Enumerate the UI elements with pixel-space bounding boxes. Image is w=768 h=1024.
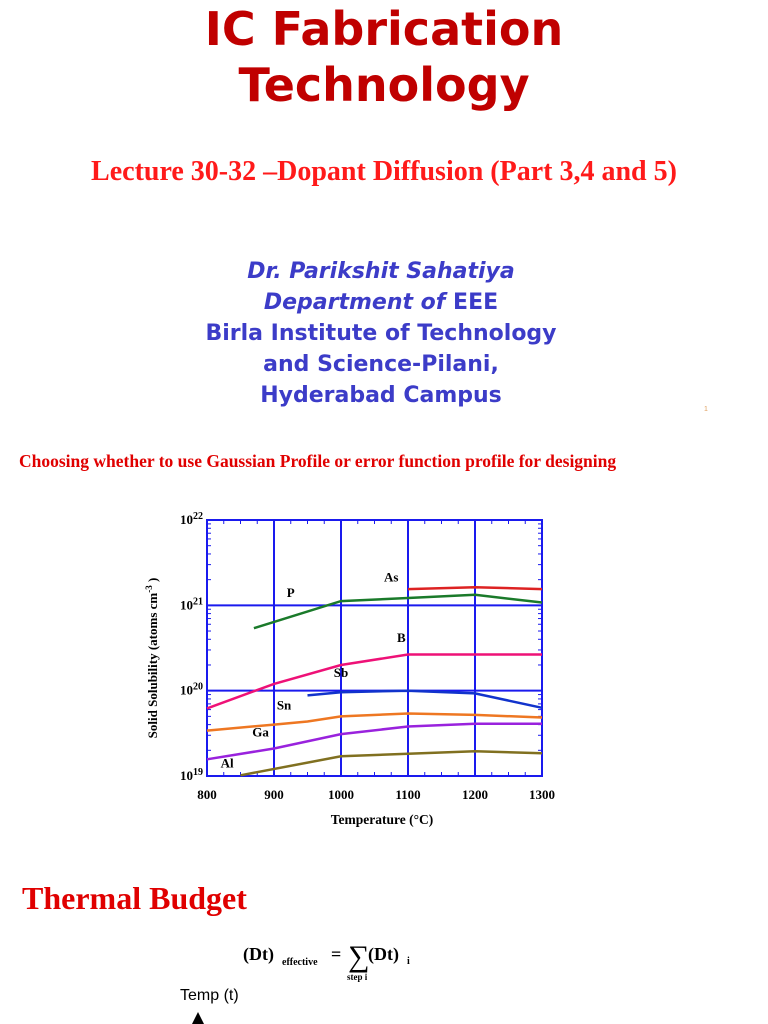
series-label-al: Al bbox=[220, 755, 234, 771]
series-label-ga: Ga bbox=[252, 724, 269, 740]
institute-line-2: and Science-Pilani, bbox=[263, 352, 499, 377]
x-axis-label: Temperature (°C) bbox=[330, 812, 434, 827]
solubility-chart bbox=[130, 508, 560, 843]
series-line-b bbox=[207, 655, 542, 709]
formula-equals: = bbox=[331, 944, 342, 964]
chart-series bbox=[207, 587, 542, 775]
series-label-sn: Sn bbox=[276, 697, 292, 713]
formula-lhs: (Dt) bbox=[243, 944, 274, 964]
institute-line-1: Birla Institute of Technology bbox=[205, 321, 557, 346]
section-subtitle: Choosing whether to use Gaussian Profile or error function profile for designing bbox=[19, 451, 617, 471]
formula-rhs: (Dt) bbox=[368, 944, 399, 964]
y-tick-label: $10^{20}$ bbox=[180, 681, 203, 698]
series-line-al bbox=[241, 751, 543, 775]
thermal-budget-heading: Thermal Budget bbox=[22, 880, 247, 916]
x-tick-label: 1000 bbox=[328, 787, 354, 802]
title-line-1: IC Fabrication bbox=[204, 2, 564, 56]
formula-lhs-sub: effective bbox=[282, 957, 318, 968]
formula-rhs-sub: i bbox=[407, 956, 410, 967]
series-label-as: As bbox=[384, 569, 399, 585]
x-tick-label: 800 bbox=[197, 787, 217, 802]
summation-index: step i bbox=[347, 972, 368, 982]
series-line-sb bbox=[308, 691, 543, 708]
summation-symbol: ∑ bbox=[348, 940, 370, 973]
title-line-2: Technology bbox=[238, 58, 530, 112]
x-tick-label: 1200 bbox=[462, 787, 488, 802]
slide-number: 1 bbox=[704, 406, 708, 413]
series-label-b: B bbox=[396, 630, 406, 646]
x-tick-label: 900 bbox=[264, 787, 284, 802]
x-tick-label: 1100 bbox=[395, 787, 421, 802]
y-tick-label: $10^{22}$ bbox=[180, 510, 203, 527]
lecture-subtitle: Lecture 30-32 –Dopant Diffusion (Part 3,4 and 5) bbox=[91, 156, 677, 187]
x-tick-label: 1300 bbox=[529, 787, 555, 802]
series-label-sb: Sb bbox=[333, 664, 349, 680]
chart-ticks bbox=[180, 511, 555, 803]
temp-axis-label: Temp (t) bbox=[180, 987, 239, 1004]
y-axis-label: Solid Solubility (atoms $cm^{-3}$ ) bbox=[144, 577, 160, 739]
series-line-p bbox=[254, 595, 542, 628]
y-tick-label: $10^{21}$ bbox=[180, 595, 203, 613]
department-name: EEE bbox=[445, 290, 499, 315]
temp-axis-arrow bbox=[188, 1010, 208, 1024]
campus: Hyderabad Campus bbox=[260, 383, 502, 408]
department-prefix: Department of bbox=[263, 290, 446, 315]
thermal-budget-formula bbox=[240, 935, 440, 985]
author-name: Dr. Parikshit Sahatiya bbox=[247, 259, 515, 284]
author-department bbox=[0, 287, 762, 318]
series-label-p: P bbox=[286, 585, 295, 601]
y-tick-label: $10^{19}$ bbox=[180, 766, 203, 783]
